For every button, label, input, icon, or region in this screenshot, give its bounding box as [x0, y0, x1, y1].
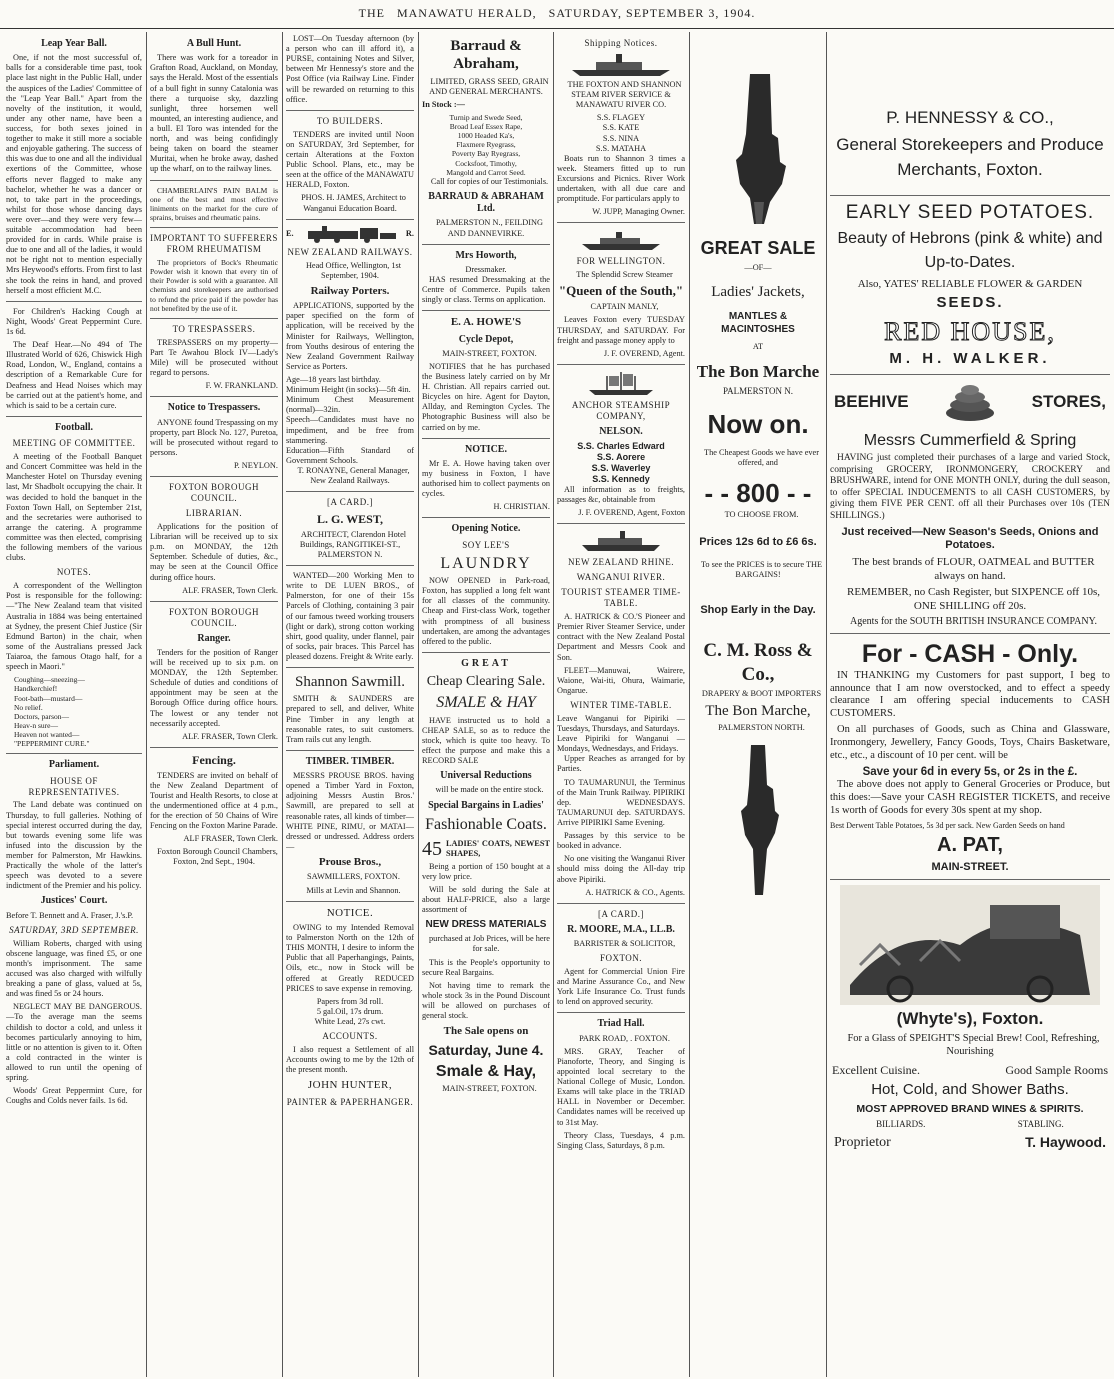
- column-1: [6, 34, 142, 1374]
- footer-note: Woods' Great Peppermint Cure, for Coughs and Colds never fails. 1s 6d.: [6, 1086, 142, 1106]
- divider: [150, 476, 278, 477]
- yates: Also, YATES' RELIABLE FLOWER & GARDEN: [857, 277, 1083, 290]
- coats-text: Being a portion of 150 bought at a very low price.: [422, 861, 550, 881]
- price-item: White Lead, 27s cwt.: [314, 1017, 386, 1026]
- at-label: AT: [752, 341, 764, 351]
- stock-item: Flaxmere Ryegrass,: [456, 140, 516, 150]
- rooms: Good Sample Rooms: [1005, 1062, 1108, 1077]
- anchor-boats: [557, 441, 685, 485]
- hatrick-text: A. HATRICK & CO.'S Pioneer and Premier River Steamer Service, under contract with the New Zealand Postal Department and Messrs Cook and Son.: [557, 612, 685, 662]
- builders-text: TENDERS are invited until Noon on SATURDAY, 3rd September, for certain Alterations at the Foxton Public School. Plans, etc., may be seen at the office of the MANAWATU HERALD, Foxton.: [286, 129, 414, 190]
- billiards: BILLIARDS.: [876, 1119, 926, 1130]
- howe-sub: Cycle Depot,: [458, 333, 514, 345]
- anchor-boat: S.S. Kennedy: [592, 473, 650, 484]
- of-label: —OF—: [744, 262, 772, 272]
- column-3: [286, 34, 414, 1374]
- above: The above does not apply to General Groceries or Produce, but this does:—Save your CASH REGISTER TICKETS, and receive 1s worth of Goods for every 30s spent at my shop.: [830, 779, 1110, 816]
- billiards-row: [830, 1119, 1110, 1130]
- howorth-text: HAS resumed Dressmaking at the Centre of Commerce. Pupils taken singly or class. Terms on application.: [422, 274, 550, 305]
- reductions: Universal Reductions: [440, 770, 532, 782]
- divider: [150, 601, 278, 602]
- cummerfield: Messrs Cummerfield & Spring: [863, 431, 1077, 449]
- mantles: MANTLES & MACINTOSHES: [721, 311, 795, 335]
- mainst: MAIN-STREET.: [931, 860, 1009, 873]
- overend2: J. F. OVEREND, Agent, Foxton: [578, 508, 685, 518]
- divider: [557, 523, 685, 524]
- howe-text: NOTIFIES that he has purchased the Business lately carried on by Mr H. Christian. All repairs carried out. Bicycles on hire. Agent for Dayton, Allday, and Remington Cycles. The Photographic Business will also be carried on by me.: [422, 361, 550, 432]
- neglect-text: NEGLECT MAY BE DANGEROUS.—To the average man the seems childish to doctor a cold, and unless it becomes particularly annoying to him, little or no attention is given to it. Often a cold contracted in the winter is allowed to run until the opening of spring.: [6, 1002, 142, 1083]
- ranger-text: Tenders for the position of Ranger will be received up to six p.m. on MONDAY, the 12th September. Schedule of duties and conditions of appointment may be seen at the Borough Office during office hours. The lowest or any tender not necessarily accepted.: [150, 647, 278, 728]
- nowon: Now on.: [707, 408, 809, 439]
- cheapest: The Cheapest Goods we have ever offered, and: [704, 448, 819, 468]
- stores: STORES,: [1031, 392, 1106, 412]
- received: Just received—New Season's Seeds, Onions and Potatoes.: [841, 525, 1099, 552]
- triad-sub: PARK ROAD, . FOXTON.: [579, 1033, 670, 1043]
- timber-mills: Mills at Levin and Shannon.: [306, 885, 401, 895]
- coach-illustration: [840, 885, 1100, 1005]
- justices-heading: Justices' Court.: [40, 895, 108, 907]
- remember: REMEMBER, no Cash Register, but SIXPENCE off 10s, ONE SHILLING off 20s.: [847, 586, 1100, 612]
- barraud-call: Call for copies of our Testimonials.: [430, 176, 549, 186]
- walker: M. H. WALKER.: [889, 350, 1051, 368]
- timber-firm-sub: SAWMILLERS, FOXTON.: [307, 872, 400, 882]
- great: GREAT: [461, 657, 511, 669]
- masthead-the: THE: [358, 6, 385, 20]
- boats-sign: W. JUPP, Managing Owner.: [592, 207, 685, 217]
- porters-item: Age—18 years last birthday.: [286, 374, 381, 384]
- queen: "Queen of the South,": [558, 283, 684, 299]
- divider: [150, 747, 278, 748]
- booked: Passages by this service to be booked in advance.: [557, 831, 685, 851]
- save: Save your 6d in every 5s, or 2s in the £.: [862, 766, 1078, 779]
- wellington-text: Leaves Foxton every TUESDAY THURSDAY, and SATURDAY. For freight and passage money apply to: [557, 315, 685, 345]
- builders-heading: TO BUILDERS.: [316, 115, 384, 126]
- notice-prices: [286, 997, 414, 1027]
- proprietor: Proprietor: [834, 1135, 891, 1151]
- column-2: [150, 34, 278, 1374]
- boat-item: S.S. MATAHA: [595, 143, 647, 153]
- cash: For - CASH - Only.: [861, 640, 1079, 669]
- fleet: FLEET—Manuwai, Wairere, Waione, Wai-iti, Ohura, Waimarie, Ongarue.: [557, 665, 685, 695]
- steamer-icon: [566, 52, 676, 78]
- chamberlain-note: CHAMBERLAIN'S PAIN BALM is one of the best and most effective liniments on the market for the cure of sprains, bruises and rheumatic pains.: [150, 185, 278, 222]
- porters-item: Speech—Candidates must have no impediment, and be free from stammering.: [286, 415, 414, 445]
- stock-list: [422, 113, 550, 177]
- wanganui: WANGANUI RIVER.: [576, 572, 666, 583]
- column-rule: [553, 32, 554, 1377]
- overend: J. F. OVEREND, Agent.: [603, 348, 685, 358]
- column-rule: [689, 32, 690, 1377]
- sawmill-heading: Shannon Sawmill.: [294, 674, 405, 691]
- howorth-heading: Mrs Howorth,: [455, 249, 517, 261]
- column-rule: [146, 32, 147, 1377]
- agents: Agents for the SOUTH BRITISH INSURANCE COMPANY.: [850, 616, 1097, 628]
- stock-item: Mangold and Carrot Seed.: [446, 167, 526, 177]
- column-rule: [418, 32, 419, 1377]
- fencing-text: TENDERS are invited on behalf of the New Zealand Department of Tourist and Health Resorts, to close at the undermentioned office at 4 p.m., for the erection of 50 Chains of Wire Fencing on the Foxton Marine Parade.: [150, 770, 278, 831]
- stock-item: 1000 Headed Ka's,: [457, 131, 515, 141]
- hatrick-sign: A. HATRICK & CO., Agents.: [585, 887, 685, 897]
- hunter-sub: PAINTER & PAPERHANGER.: [286, 1096, 414, 1107]
- divider: [286, 565, 414, 566]
- rail-badge-left: E.: [286, 228, 294, 238]
- railway-emblem: [286, 225, 414, 243]
- sale-date: Saturday, June 4.: [428, 1041, 544, 1058]
- ranger-sub: Ranger.: [197, 632, 231, 644]
- divider: [6, 416, 142, 417]
- stock-item: Broad Leaf Essex Rape,: [449, 122, 523, 132]
- deaf-note: The Deaf Hear.—No 494 of The Illustrated World of 626, Chiswick High Road, London, W., England, contains a description of a Remarkable Cure for Deafness and Head Noises which may be carried out at the patient's home, and which is said to be a certain cure.: [6, 340, 142, 410]
- lost-text: LOST—On Tuesday afternoon (by a person who can ill afford it), a PURSE, containing Notes and Silver, between Mr Hennessy's store and the Post Office (via Railway Line. Finder will be rewarded on returning to this office.: [286, 34, 414, 104]
- early-potatoes: EARLY SEED POTATOES.: [845, 201, 1095, 223]
- divider: [422, 517, 550, 518]
- shipping-heading: Shipping Notices.: [584, 38, 658, 48]
- smale: SMALE & HAY: [436, 694, 536, 712]
- soylee: SOY LEE'S: [462, 539, 510, 550]
- verse-line: Heaven not wanted—: [14, 730, 80, 740]
- divider: [422, 310, 550, 311]
- divider: [286, 110, 414, 111]
- remark: Not having time to remark the whole stock 3s in the Pound Discount will be allowed on purchases of general stock.: [422, 980, 550, 1021]
- masthead: [0, 6, 1114, 21]
- leap-year-heading: Leap Year Ball.: [41, 38, 107, 49]
- gray-text: MRS. GRAY, Teacher of Pianoforte, Theory, and Singing is appointed local secretary to the National College of Music, London. Exams will take place in the TRIAD HALL in November or December. Candidates names will be received up to 31st May.: [557, 1046, 685, 1127]
- hunter-name: JOHN HUNTER,: [307, 1079, 393, 1092]
- parliament-text: The Land debate was continued on Thursday, to full galleries. Nothing of special interest occurred during the day, but towards evening some life was infused into the discussion by the member for Palmerston, Mr Hawkins. Practically the whole of the latter's speech was devoted to a severe indictment of the Premier and his policy.: [6, 800, 142, 891]
- ross: C. M. Ross & Co.,: [703, 640, 813, 685]
- boat-item: S.S. FLAGEY: [596, 113, 646, 123]
- cuisine: Excellent Cuisine.: [832, 1062, 920, 1077]
- porters-heading: Railway Porters.: [310, 284, 390, 297]
- ranger-heading: FOXTON BOROUGH COUNCIL.: [168, 606, 260, 628]
- gray-classes: Theory Class, Tuesdays, 4 p.m. Singing Class, Saturdays, 8 p.m.: [557, 1130, 685, 1150]
- divider: [150, 396, 278, 397]
- instock-label: In Stock :—: [422, 99, 465, 109]
- column-4: [422, 34, 550, 1374]
- pointing-hand-down-icon: [733, 745, 783, 895]
- rheumatism-heading: IMPORTANT TO SUFFERERS FROM RHEUMATISM: [150, 233, 278, 255]
- moore-town: FOXTON.: [599, 953, 643, 964]
- laundry: LAUNDRY: [440, 554, 532, 572]
- divider: [830, 374, 1110, 375]
- barraud-places: PALMERSTON N., FEILDING AND DANNEVIRKE.: [436, 218, 543, 238]
- opening-heading: Opening Notice.: [451, 523, 521, 535]
- timber-text: MESSRS PROUSE BROS. having opened a Timber Yard in Foxton, adjoining Messrs Austin Bros.' Sawmill, are prepared to sell at reasonable rates, all kinds of timber—WHITE PINE, RIMU, or MATAI—dressed or undressed. Address orders—: [286, 771, 414, 851]
- librarian-sign: ALF. FRASER, Town Clerk.: [182, 585, 278, 595]
- foxton-heading: THE FOXTON AND SHANNON STEAM RIVER SERVICE & MANAWATU RIVER CO.: [567, 79, 682, 110]
- column-7: [830, 34, 1110, 1374]
- drapery: DRAPERY & BOOT IMPORTERS: [701, 688, 822, 698]
- column-rule: [282, 32, 283, 1377]
- column-6: [693, 34, 823, 1374]
- notice-trespass-heading: Notice to Trespassers.: [167, 402, 261, 414]
- divider: [286, 219, 414, 220]
- price-item: 5 gal.Oil, 17s drum.: [316, 1006, 384, 1016]
- locomotive-icon: [302, 225, 398, 243]
- beehive-banner: [834, 383, 1106, 423]
- divider: [830, 879, 1110, 880]
- boat-list: [557, 113, 685, 153]
- divider: [150, 318, 278, 319]
- amenities-row: [832, 1063, 1108, 1078]
- timber-heading: TIMBER. TIMBER.: [305, 755, 395, 767]
- baths: Hot, Cold, and Shower Baths.: [871, 1081, 1069, 1099]
- howe-addr: MAIN-STREET, FOXTON.: [442, 348, 537, 358]
- verse-line: "PEPPERMINT CURE.": [14, 739, 90, 749]
- notes-heading: NOTES.: [56, 567, 92, 578]
- coats: Fashionable Coats.: [425, 815, 547, 833]
- card-name: L. G. WEST,: [317, 512, 383, 527]
- dress-text: purchased at Job Prices, will be here for sale.: [429, 934, 550, 954]
- divider: [422, 652, 550, 653]
- justices-line: Before T. Bennett and A. Fraser, J.'s.P.: [6, 910, 134, 920]
- wellington-heading: FOR WELLINGTON.: [576, 256, 666, 267]
- librarian-text: Applications for the position of Librarian will be received up to six p.m. on MONDAY, the 12th September. Schedule of duties, &c., may be seen at the Council Office during office hours.: [150, 522, 278, 582]
- porters-item: Minimum Height (in socks)—5ft 4in.: [286, 385, 411, 395]
- rail-badge-right: R.: [405, 228, 414, 238]
- timber-firm: Prouse Bros.,: [318, 855, 382, 868]
- divider: [150, 227, 278, 228]
- column-rule: [826, 32, 827, 1377]
- wanted-text: WANTED—200 Working Men to write to DE LUEN BROS., of Palmerston, for one of their 15s Parcels of Clothing, containing 3 pair of our famous tweed working trousers (light or dark), strong cotton working shirt, good quality, under flannel, pair of socks, pair braces. This Parcel has pleased dozens. Freight & Write early.: [286, 571, 414, 661]
- divider: [422, 438, 550, 439]
- accounts-heading: ACCOUNTS.: [322, 1031, 378, 1042]
- ranger-sign: ALF. FRASER, Town Clerk.: [182, 731, 278, 741]
- stock-item: Cocksfoot, Timothy,: [455, 158, 517, 168]
- porters-text: APPLICATIONS, supported by the paper specified on the form of application, will be received by the Minister for Railways, Wellington, from Youths desirous of entering the New Zealand Government Railway Service as Porters.: [286, 301, 414, 371]
- notice2-heading: NOTICE.: [465, 443, 507, 455]
- tourist: TOURIST STEAMER TIME-TABLE.: [561, 587, 681, 609]
- reductions-sub: will be made on the entire stock.: [435, 785, 544, 795]
- river-steamer-icon: [576, 529, 666, 553]
- card-heading: [A CARD.]: [326, 497, 373, 508]
- porters-item: Education—Fifth Standard of Government Schools.: [286, 445, 414, 465]
- librarian-heading: FOXTON BOROUGH COUNCIL.: [168, 482, 260, 504]
- notice-trespass-sign: P. NEYLON.: [233, 460, 278, 470]
- coats-45: 45: [422, 838, 442, 861]
- howorth-sub: Dressmaker.: [465, 264, 507, 274]
- ship-icon: [576, 228, 666, 252]
- dress: NEW DRESS MATERIALS: [425, 919, 547, 931]
- football-sub: MEETING OF COMMITTEE.: [12, 438, 136, 449]
- howe-heading: E. A. HOWE'S: [450, 316, 522, 329]
- notice-heading: NOTICE.: [326, 906, 374, 919]
- verse: [14, 675, 142, 748]
- divider: [286, 901, 414, 902]
- anchor-boat: S.S. Charles Edward: [577, 441, 665, 451]
- smale2: Smale & Hay,: [435, 1062, 537, 1080]
- coats-label: LADIES' COATS, NEWEST SHAPES,: [446, 839, 550, 859]
- haywood: T. Haywood.: [1025, 1134, 1106, 1151]
- football-heading: Football.: [54, 421, 94, 433]
- parliament-sub: HOUSE OF REPRESENTATIVES.: [28, 775, 120, 797]
- speight: For a Glass of SPEIGHT'S Special Brew! Cool, Refreshing, Nourishing: [847, 1033, 1100, 1057]
- anchor-boat: S.S. Aorere: [596, 451, 646, 462]
- nozzle: No one visiting the Wanganui River should miss doing the All-day trip above Pipiriki.: [557, 854, 685, 884]
- apat: A. PAT,: [937, 834, 1003, 857]
- stabling: STABLING.: [1017, 1119, 1064, 1130]
- barraud-firm: BARRAUD & ABRAHAM Ltd.: [428, 191, 544, 215]
- rail-sub: Head Office, Wellington, 1st September, 1904.: [305, 260, 402, 280]
- boat-item: S.S. NINA: [602, 133, 640, 143]
- divider: [830, 195, 1110, 196]
- notice2-text: Mr E. A. Howe having taken over my business in Foxton, I have authorised him to collect payments on cycles.: [422, 458, 550, 499]
- schedule: [557, 714, 685, 754]
- hebrons: Beauty of Hebrons (pink & white) and Up-to-Dates.: [837, 229, 1103, 271]
- masthead-title: MANAWATU HERALD,: [396, 6, 537, 20]
- trespass-heading: TO TRESPASSERS.: [172, 323, 256, 334]
- opportunity: This is the People's opportunity to secure Real Bargains.: [422, 957, 550, 977]
- schedule-item: Leave Pipiriki for Wanganui — Mondays, Wednesdays, and Fridays.: [557, 734, 685, 754]
- see-prices: To see the PRICES is to secure THE BARGAINS!: [700, 559, 823, 579]
- palmerston: PALMERSTON N.: [722, 385, 794, 396]
- verse-line: Coughing—sneezing—: [14, 675, 85, 685]
- bull-text: There was work for a toreador in Grafton Road, Auckland, on Monday, says the Herald. Most of the essentials of a bull fight in sunny Catalonia was there a turquoise sky, dazzling sunlight, three horsemen well mounted, an interesting audience, and a bull. El Toro was intended for the north, and was being confidingly being taken on board the steamer Muritai, when he broke away, dashed up the wharf, on to the railway lines.: [150, 53, 278, 174]
- cummer-text: HAVING just completed their purchases of a large and varied Stock, comprising GROCERY, IRONMONGERY, CROCKERY and BRUSHWARE, intend for ONE MONTH ONLY, during the dull season, to offer SPECIAL INDUCEMENTS to all CASH CUSTOMERS, by giving them FIVE PER CENT. off all their Purchases over 10s (TEN SHILLINGS.): [830, 453, 1110, 522]
- divider: [286, 491, 414, 492]
- verse-line: No relief.: [14, 702, 43, 712]
- proprietor-row: [834, 1134, 1106, 1151]
- rail-heading: NEW ZEALAND RAILWAYS.: [287, 246, 413, 257]
- notice-trespass-text: ANYONE found Trespassing on my property, part Block No. 127, Puretoa, will be prosecuted without regard to persons.: [150, 417, 278, 457]
- divider: [6, 753, 142, 754]
- justices-text: William Roberts, charged with using obscene language, was fined £5, or one month's imprisonment. The same accused was also charged with wilfully breaking a pane of glass, valued at 5s, and was fined 5s or 24 hours.: [6, 938, 142, 999]
- price-item: Papers from 3d roll.: [316, 996, 384, 1006]
- divider: [557, 1012, 685, 1013]
- notice-text: OWING to my Intended Removal to Palmerston North on the 12th of THIS MONTH, I desire to inform the Public that all Paperhangings, Paints, Oils, etc., now in Stock will be offered at Greatly REDUCED PRICES to save expense in removing.: [286, 923, 414, 993]
- moore-text: Agent for Commercial Union Fire and Marine Assurance Co., and New York Life Insurance Co. Trust funds to lend on approved security.: [557, 967, 685, 1007]
- triad: Triad Hall.: [597, 1018, 645, 1030]
- fencing-heading: Fencing.: [192, 752, 236, 767]
- flour: The best brands of FLOUR, OATMEAL and BUTTER always on hand.: [852, 556, 1095, 582]
- verse-line: Handkerchief!: [14, 684, 58, 694]
- barraud-sub: LIMITED, GRASS SEED, GRAIN AND GENERAL MERCHANTS.: [429, 76, 549, 96]
- divider: [557, 222, 685, 223]
- derwent: Best Derwent Table Potatoes, 5s 3d per sack. New Garden Seeds on hand: [830, 820, 1065, 830]
- fencing-sign: ALF FRASER, Town Clerk.: [183, 834, 278, 844]
- top-rule: [0, 28, 1114, 29]
- clearing: Cheap Clearing Sale.: [426, 674, 546, 690]
- hennessy: P. HENNESSY & CO.,: [886, 108, 1054, 127]
- accounts-text: I also request a Settlement of all Accounts owing to me by the 12th of the present month.: [286, 1045, 414, 1075]
- nelson: NELSON.: [599, 425, 643, 437]
- special: Special Bargains in Ladies': [428, 799, 544, 811]
- purchases: On all purchases of Goods, such as China and Glassware, Ironmongery, Jewellery, Fancy Goods, Toys, Chairs Basketware, etc., etc., a discount of 10 per cent. will be: [830, 723, 1110, 761]
- redhouse: RED HOUSE,: [884, 316, 1056, 346]
- shop-early: Shop Early in the Day.: [700, 603, 816, 616]
- laundry-text: NOW OPENED in Park-road, Foxton, has supplied a long felt want for all classes of the community. Cheap and First-class Work, together with promptness of all business undertaken, are among the advantages offered to the public.: [422, 576, 550, 646]
- divider: [422, 244, 550, 245]
- half-text: Will be sold during the Sale at about HALF-PRICE, also a large assortment of: [422, 884, 550, 915]
- thanking: IN THANKING my Customers for past support, I beg to announce that I am now overstocked, and to effect a speedy clearance I am offering special inducements to CASH CUSTOMERS.: [830, 669, 1110, 720]
- card-text: ARCHITECT, Clarendon Hotel Buildings, RANGITIKEI-ST., PALMERSTON N.: [299, 529, 407, 559]
- boats-text: Boats run to Shannon 3 times a week. Steamers fitted up to run Excursions and Picnics. River Work undertaken, with all due care and promptitude. For particulars apply to: [557, 153, 685, 204]
- football-text: A meeting of the Football Banquet and Concert Committee was held in the Manchester Hotel on Thursday evening last, Mr Shadbolt occupying the chair. It was decided to hold the banquet in the Foxton Town Hall, on September 21st, and the secretaries were authorised to arrange the catering. A programme committee was then elected, comprising the following members of the various clubs.: [6, 452, 142, 563]
- schedule-item: Leave Wanganui for Pipiriki — Tuesdays, Thursdays, and Saturdays.: [557, 713, 685, 734]
- upper: Upper Reaches as arranged for by Parties.: [557, 754, 685, 774]
- verse-line: Doctors, parson—: [14, 711, 69, 721]
- prices: Prices 12s 6d to £6 6s.: [699, 536, 817, 549]
- column-5: [557, 34, 685, 1374]
- pointing-hand-icon: [720, 74, 796, 224]
- parliament-heading: Parliament.: [48, 759, 100, 771]
- bonmarche2: The Bon Marche,: [705, 702, 811, 719]
- barraud-heading: Barraud & Abraham,: [450, 38, 522, 73]
- whytes: (Whyte's), Foxton.: [896, 1009, 1044, 1029]
- eight-hundred: - - 800 - -: [704, 478, 812, 509]
- divider: [557, 903, 685, 904]
- porters-sign: T. RONAYNE, General Manager, New Zealand Railways.: [297, 465, 410, 486]
- beehive: BEEHIVE: [834, 392, 909, 412]
- notes-text: A correspondent of the Wellington Post is responsible for the following:—"The New Zealand team that visited Australia in 1884 was being entertained at Sydney, the present Chief Justice (Sir Edmund Barton) in the chair, when some of the Australians pressed Jack Taiaroa, the famous Otago half, for a speech in Maori.": [6, 581, 142, 672]
- masthead-date: SATURDAY, SEPTEMBER 3, 1904.: [548, 6, 756, 20]
- sale-opens: The Sale opens on: [443, 1025, 529, 1038]
- jackets: Ladies' Jackets,: [711, 284, 805, 301]
- divider: [557, 364, 685, 365]
- coats-offer: [422, 837, 550, 861]
- justices-date: SATURDAY, 3RD SEPTEMBER.: [9, 924, 139, 935]
- wellington-sub: The Splendid Screw Steamer: [576, 270, 673, 280]
- wines: MOST APPROVED BRAND WINES & SPIRITS.: [856, 1102, 1084, 1115]
- moore-sub: BARRISTER & SOLICITOR,: [573, 938, 676, 948]
- anchor-heading: ANCHOR STEAMSHIP COMPANY,: [571, 399, 671, 421]
- bull-heading: A Bull Hunt.: [186, 38, 242, 49]
- notice2-sign: H. CHRISTIAN.: [493, 502, 550, 512]
- choose: TO CHOOSE FROM.: [724, 510, 799, 520]
- divider: [286, 750, 414, 751]
- great-sale: GREAT SALE: [700, 238, 816, 258]
- sailing-ship-icon: [581, 370, 661, 396]
- anchor-text: All information as to freights, passages &c, obtainable from: [557, 484, 685, 504]
- leap-year-text: One, if not the most successful of, balls for a considerable time past, took place last night in the Public Hall, under the auspices of the Ladies' Committee of the "Leap Year Ball." Apart from the novelty of the institution, it would, under any other name, have been a success, for both sexes joined in together to make it still more a sociable and enjoyable gathering. The success of this was due to one and all the individual exertions of the Committee, whose efforts never flagged to make any bachelor, whether he was a dancer or not, to take part in the proceedings, whilst for those whose dancing days were over—and they were very few—suitable accommodation had been provided for in cards. While praise is due to one and all of the ladies, it would not be right not to mention especially Mrs Heywood's efforts. From first to last she took the reins in hand, and proved herself a most efficient M.C.: [6, 53, 142, 295]
- divider: [286, 667, 414, 668]
- taumarunui: TO TAUMARUNUI, the Terminus of the Main Trunk Railway. PIPIRIKI dep. WEDNESDAYS. TAUMARUNUI dep. SATURDAYS. Arrive PIPIRIKI Same Evening.: [557, 777, 685, 828]
- nzrhine: NEW ZEALAND RHINE.: [567, 557, 675, 568]
- smale-text: HAVE instructed us to hold a CHEAP SALE, so as to reduce the stock, which is quite too heavy. To effect the purpose and make this a RECORD SALE: [422, 715, 550, 766]
- anchor-boat: S.S. Waverley: [591, 462, 651, 473]
- beehive-icon: [942, 383, 998, 423]
- rheumatism-text: The proprietors of Bock's Rheumatic Powder wish it known that every tin of their Powder is sold with a guarantee. All chemists and storekeepers are authorised to refund the price paid if the powder has not benefited by the use of it.: [150, 258, 278, 313]
- librarian-sub: LIBRARIAN.: [185, 508, 243, 519]
- boat-item: S.S. KATE: [602, 123, 640, 133]
- seeds: SEEDS.: [936, 294, 1004, 312]
- stock-item: Turnip and Swede Seed,: [449, 112, 523, 122]
- hennessy-sub: General Storekeepers and Produce Merchants, Foxton.: [836, 134, 1104, 180]
- divider: [830, 633, 1110, 634]
- divider: [6, 301, 142, 302]
- moore: R. MOORE, M.A., LL.B.: [567, 923, 675, 935]
- winter: WINTER TIME-TABLE.: [570, 699, 672, 710]
- porters-list: [286, 375, 414, 466]
- bonmarche: The Bon Marche: [696, 361, 820, 381]
- coughs-note: For Children's Hacking Cough at Night, Woods' Great Peppermint Cure. 1s 6d.: [6, 306, 142, 337]
- trespass-text: TRESPASSERS on my property—Part Te Awahou Block IV—Lady's Mile) will be prosecuted without regard to persons.: [150, 337, 278, 378]
- captain: CAPTAIN MANLY,: [590, 302, 659, 312]
- sawmill-text: SMITH & SAUNDERS are prepared to sell, and deliver, White Pine Timber in any length at reasonable rates, to suit customers. Tram rails cut any length.: [286, 694, 414, 744]
- smale2-sub: MAIN-STREET, FOXTON.: [442, 1084, 537, 1094]
- divider: [150, 180, 278, 181]
- verse-line: Heav-n sure—: [14, 720, 58, 730]
- palmerston2: PALMERSTON NORTH.: [718, 723, 805, 733]
- verse-line: Foot-bath—mustard—: [14, 693, 83, 703]
- trespass-sign: F. W. FRANKLAND.: [205, 381, 278, 391]
- fencing-footer: Foxton Borough Council Chambers, Foxton, 2nd Sept., 1904.: [157, 847, 278, 867]
- porters-item: Minimum Chest Measurement (normal)—32in.: [286, 395, 414, 415]
- builders-sign: PHOS. H. JAMES, Architect to Wanganui Education Board.: [301, 193, 406, 213]
- card2: [A CARD.]: [597, 908, 644, 919]
- stock-item: Poverty Bay Ryegrass,: [451, 149, 521, 159]
